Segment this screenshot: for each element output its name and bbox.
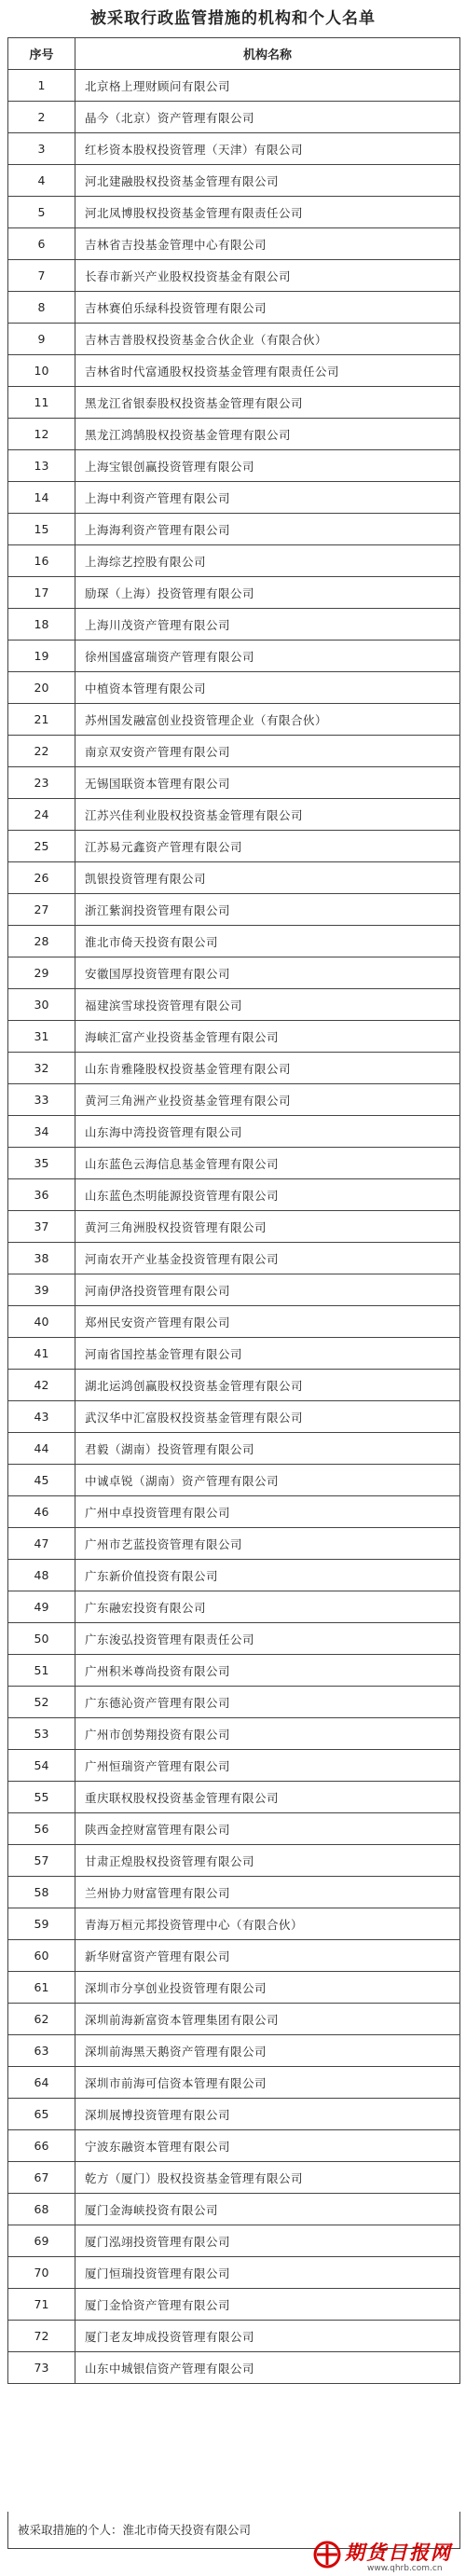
institution-name: 新华财富资产管理有限公司 (75, 1940, 460, 1972)
table-row (8, 1528, 460, 1560)
row-number: 2 (8, 102, 75, 133)
table-row (8, 609, 460, 641)
table-row (8, 831, 460, 862)
table-row (8, 1370, 460, 1401)
institution-name: 湖北运鸿创赢股权投资基金管理有限公司 (75, 1370, 460, 1401)
table-row (8, 862, 460, 894)
institution-name: 吉林赛伯乐绿科投资管理有限公司 (75, 292, 460, 324)
table-row (8, 1655, 460, 1687)
row-number: 67 (8, 2162, 75, 2194)
institution-name: 吉林吉普股权投资基金合伙企业（有限合伙） (75, 324, 460, 355)
table-row (8, 165, 460, 197)
row-number: 45 (8, 1465, 75, 1496)
row-number: 48 (8, 1560, 75, 1591)
table-row (8, 450, 460, 482)
row-number: 65 (8, 2099, 75, 2130)
row-number: 66 (8, 2130, 75, 2162)
table-row (8, 2130, 460, 2162)
row-number: 37 (8, 1211, 75, 1243)
institution-name: 江苏易元鑫资产管理有限公司 (75, 831, 460, 862)
institution-name: 安徽国厚投资管理有限公司 (75, 957, 460, 989)
institution-name: 河北凤博股权投资基金管理有限责任公司 (75, 197, 460, 228)
institution-name: 上海川茂资产管理有限公司 (75, 609, 460, 641)
row-number: 54 (8, 1750, 75, 1782)
institution-name: 河南伊洛投资管理有限公司 (75, 1274, 460, 1306)
table-row (8, 957, 460, 989)
table-row (8, 641, 460, 672)
row-number: 1 (8, 70, 75, 102)
row-number: 52 (8, 1687, 75, 1718)
table-row (8, 355, 460, 387)
institution-name: 重庆联权股权投资基金管理有限公司 (75, 1782, 460, 1813)
row-number: 8 (8, 292, 75, 324)
table-row (8, 767, 460, 799)
table-row (8, 482, 460, 514)
table-row (8, 1243, 460, 1274)
institution-name: 山东蓝色云海信息基金管理有限公司 (75, 1148, 460, 1179)
institution-name: 山东中城银信资产管理有限公司 (75, 2352, 460, 2384)
row-number: 35 (8, 1148, 75, 1179)
row-number: 49 (8, 1591, 75, 1623)
institution-name: 上海中利资产管理有限公司 (75, 482, 460, 514)
institution-name: 深圳前海黑天鹅资产管理有限公司 (75, 2035, 460, 2067)
table-row (8, 1687, 460, 1718)
table-row (8, 1560, 460, 1591)
institution-name: 黑龙江鸿鹄股权投资基金管理有限公司 (75, 419, 460, 450)
institution-name: 吉林省吉投基金管理中心有限公司 (75, 228, 460, 260)
table-row (8, 1591, 460, 1623)
row-number: 58 (8, 1877, 75, 1908)
table-row (8, 1750, 460, 1782)
table-row (8, 2035, 460, 2067)
table-row (8, 704, 460, 736)
row-number: 50 (8, 1623, 75, 1655)
row-number: 23 (8, 767, 75, 799)
table-row (8, 324, 460, 355)
row-number: 42 (8, 1370, 75, 1401)
row-number: 53 (8, 1718, 75, 1750)
row-number: 19 (8, 641, 75, 672)
row-number: 29 (8, 957, 75, 989)
institution-name: 徐州国盛富瑞资产管理有限公司 (75, 641, 460, 672)
institution-name: 广州市艺蓝投资管理有限公司 (75, 1528, 460, 1560)
table-row (8, 577, 460, 609)
row-number: 11 (8, 387, 75, 419)
table-row (8, 70, 460, 102)
row-number: 55 (8, 1782, 75, 1813)
institution-name: 山东蓝色杰明能源投资管理有限公司 (75, 1179, 460, 1211)
watermark-text: 期货日报网 (345, 2542, 452, 2564)
table-row (8, 1465, 460, 1496)
watermark-url: www.qhrb.com.cn (367, 2564, 443, 2573)
newspaper-logo-icon (311, 2540, 343, 2569)
institution-name: 晶今（北京）资产管理有限公司 (75, 102, 460, 133)
table-row (8, 1718, 460, 1750)
institution-name: 黄河三角洲产业投资基金管理有限公司 (75, 1084, 460, 1116)
table-row (8, 102, 460, 133)
institution-name: 广东浚弘投资管理有限责任公司 (75, 1623, 460, 1655)
row-number: 32 (8, 1053, 75, 1084)
institution-name: 河北建融股权投资基金管理有限公司 (75, 165, 460, 197)
table-row (8, 228, 460, 260)
row-number: 43 (8, 1401, 75, 1433)
institution-name: 中植资本管理有限公司 (75, 672, 460, 704)
table-row (8, 1845, 460, 1877)
institution-name: 兰州协力财富管理有限公司 (75, 1877, 460, 1908)
row-number: 21 (8, 704, 75, 736)
institution-name: 河南农开产业基金投资管理有限公司 (75, 1243, 460, 1274)
row-number: 62 (8, 2004, 75, 2035)
row-number: 30 (8, 989, 75, 1021)
institution-name: 厦门金海峡投资有限公司 (75, 2194, 460, 2225)
institution-name: 红杉资本股权投资管理（天津）有限公司 (75, 133, 460, 165)
table-row (8, 1877, 460, 1908)
row-number: 10 (8, 355, 75, 387)
institution-name: 广州恒瑞资产管理有限公司 (75, 1750, 460, 1782)
row-number: 22 (8, 736, 75, 767)
institution-name: 淮北市倚天投资有限公司 (75, 926, 460, 957)
institution-name: 黄河三角洲股权投资管理有限公司 (75, 1211, 460, 1243)
table-row (8, 1021, 460, 1053)
institution-name: 上海海利资产管理有限公司 (75, 514, 460, 545)
row-number: 39 (8, 1274, 75, 1306)
row-number: 40 (8, 1306, 75, 1338)
table-row (8, 1053, 460, 1084)
row-number: 20 (8, 672, 75, 704)
table-row (8, 1972, 460, 2004)
institution-name: 深圳展博投资管理有限公司 (75, 2099, 460, 2130)
table-row (8, 1274, 460, 1306)
institution-name: 厦门金恰资产管理有限公司 (75, 2289, 460, 2321)
table-row (8, 2099, 460, 2130)
row-number: 70 (8, 2257, 75, 2289)
institution-name: 黑龙江省银泰股权投资基金管理有限公司 (75, 387, 460, 419)
row-number: 18 (8, 609, 75, 641)
row-number: 47 (8, 1528, 75, 1560)
table-row (8, 2194, 460, 2225)
table-row (8, 799, 460, 831)
row-number: 61 (8, 1972, 75, 2004)
institution-name: 凯银投资管理有限公司 (75, 862, 460, 894)
institution-name: 吉林省时代富通股权投资基金管理有限责任公司 (75, 355, 460, 387)
row-number: 46 (8, 1496, 75, 1528)
table-row (8, 2225, 460, 2257)
table-row (8, 736, 460, 767)
table-row (8, 1338, 460, 1370)
page-title: 被采取行政监管措施的机构和个人名单 (90, 9, 376, 28)
institution-name: 江苏兴佳利业股权投资基金管理有限公司 (75, 799, 460, 831)
institution-name: 励琛（上海）投资管理有限公司 (75, 577, 460, 609)
row-number: 28 (8, 926, 75, 957)
row-number: 3 (8, 133, 75, 165)
individuals-note: 被采取措施的个人：淮北市倚天投资有限公司 (7, 2512, 460, 2549)
table-row (8, 1401, 460, 1433)
table-row (8, 672, 460, 704)
institution-name: 浙江紫润投资管理有限公司 (75, 894, 460, 926)
table-row (8, 545, 460, 577)
row-number: 33 (8, 1084, 75, 1116)
institution-name: 君毅（湖南）投资管理有限公司 (75, 1433, 460, 1465)
institution-name: 青海万桓元邦投资管理中心（有限合伙） (75, 1908, 460, 1940)
table-row (8, 419, 460, 450)
table-row (8, 2004, 460, 2035)
table-row (8, 1496, 460, 1528)
institution-name: 厦门老友坤成投资管理有限公司 (75, 2321, 460, 2352)
table-row (8, 1179, 460, 1211)
institution-name: 乾方（厦门）股权投资基金管理有限公司 (75, 2162, 460, 2194)
institution-name: 山东海中湾投资管理有限公司 (75, 1116, 460, 1148)
institution-name: 上海宝银创赢投资管理有限公司 (75, 450, 460, 482)
table-row (8, 1084, 460, 1116)
table-row (8, 2162, 460, 2194)
institution-name: 北京格上理财顾问有限公司 (75, 70, 460, 102)
table-row (8, 1148, 460, 1179)
institution-name: 上海综艺控股有限公司 (75, 545, 460, 577)
table-row (8, 1623, 460, 1655)
table-header-row (8, 38, 460, 70)
row-number: 38 (8, 1243, 75, 1274)
row-number: 44 (8, 1433, 75, 1465)
row-number: 13 (8, 450, 75, 482)
column-header-name: 机构名称 (75, 38, 460, 70)
table-row (8, 292, 460, 324)
institution-name: 深圳市前海可信资本管理有限公司 (75, 2067, 460, 2099)
institution-name: 广东德沁资产管理有限公司 (75, 1687, 460, 1718)
row-number: 16 (8, 545, 75, 577)
row-number: 64 (8, 2067, 75, 2099)
row-number: 68 (8, 2194, 75, 2225)
row-number: 24 (8, 799, 75, 831)
institution-name: 深圳市分享创业投资管理有限公司 (75, 1972, 460, 2004)
table-row (8, 197, 460, 228)
row-number: 14 (8, 482, 75, 514)
table-row (8, 926, 460, 957)
institution-table (7, 37, 460, 2384)
table-row (8, 1940, 460, 1972)
row-number: 69 (8, 2225, 75, 2257)
table-row (8, 1211, 460, 1243)
institution-name: 河南省国控基金管理有限公司 (75, 1338, 460, 1370)
institution-name: 陕西金控财富管理有限公司 (75, 1813, 460, 1845)
row-number: 5 (8, 197, 75, 228)
institution-name: 深圳前海新富资本管理集团有限公司 (75, 2004, 460, 2035)
table-row (8, 1306, 460, 1338)
row-number: 27 (8, 894, 75, 926)
column-header-seq: 序号 (8, 38, 75, 70)
row-number: 73 (8, 2352, 75, 2384)
institution-name: 无锡国联资本管理有限公司 (75, 767, 460, 799)
institution-name: 广州中卓投资管理有限公司 (75, 1496, 460, 1528)
table-row (8, 894, 460, 926)
row-number: 12 (8, 419, 75, 450)
institution-name: 厦门泓翊投资管理有限公司 (75, 2225, 460, 2257)
institution-name: 苏州国发融富创业投资管理企业（有限合伙） (75, 704, 460, 736)
institution-name: 广东新价值投资有限公司 (75, 1560, 460, 1591)
row-number: 4 (8, 165, 75, 197)
table-row (8, 2352, 460, 2384)
row-number: 60 (8, 1940, 75, 1972)
institution-name: 武汉华中汇富股权投资基金管理有限公司 (75, 1401, 460, 1433)
table-row (8, 2067, 460, 2099)
institution-name: 海峡汇富产业投资基金管理有限公司 (75, 1021, 460, 1053)
institution-name: 中诚卓锐（湖南）资产管理有限公司 (75, 1465, 460, 1496)
table-row (8, 1116, 460, 1148)
row-number: 6 (8, 228, 75, 260)
row-number: 17 (8, 577, 75, 609)
institution-name: 长春市新兴产业股权投资基金有限公司 (75, 260, 460, 292)
table-row (8, 1813, 460, 1845)
institution-name: 山东肯雅隆股权投资基金管理有限公司 (75, 1053, 460, 1084)
institution-name: 甘肃正煌股权投资管理有限公司 (75, 1845, 460, 1877)
row-number: 56 (8, 1813, 75, 1845)
row-number: 71 (8, 2289, 75, 2321)
institution-name: 厦门恒瑞投资管理有限公司 (75, 2257, 460, 2289)
table-row (8, 133, 460, 165)
row-number: 59 (8, 1908, 75, 1940)
table-row (8, 387, 460, 419)
row-number: 34 (8, 1116, 75, 1148)
table-row (8, 2289, 460, 2321)
row-number: 26 (8, 862, 75, 894)
row-number: 15 (8, 514, 75, 545)
row-number: 57 (8, 1845, 75, 1877)
institution-name: 宁波东融资本管理有限公司 (75, 2130, 460, 2162)
row-number: 36 (8, 1179, 75, 1211)
table-row (8, 1908, 460, 1940)
institution-name: 福建滨雪球投资管理有限公司 (75, 989, 460, 1021)
table-row (8, 260, 460, 292)
row-number: 41 (8, 1338, 75, 1370)
institution-name: 广州市创势翔投资有限公司 (75, 1718, 460, 1750)
table-row (8, 514, 460, 545)
row-number: 9 (8, 324, 75, 355)
table-body (8, 70, 460, 2384)
table-row (8, 2321, 460, 2352)
row-number: 25 (8, 831, 75, 862)
table-row (8, 2257, 460, 2289)
institution-name: 郑州民安资产管理有限公司 (75, 1306, 460, 1338)
table-row (8, 989, 460, 1021)
row-number: 7 (8, 260, 75, 292)
watermark (311, 2538, 464, 2575)
row-number: 51 (8, 1655, 75, 1687)
institution-name: 南京双安资产管理有限公司 (75, 736, 460, 767)
row-number: 63 (8, 2035, 75, 2067)
row-number: 72 (8, 2321, 75, 2352)
table-row (8, 1782, 460, 1813)
row-number: 31 (8, 1021, 75, 1053)
institution-name: 广东融宏投资有限公司 (75, 1591, 460, 1623)
institution-name: 广州积米尊尚投资有限公司 (75, 1655, 460, 1687)
table-row (8, 1433, 460, 1465)
